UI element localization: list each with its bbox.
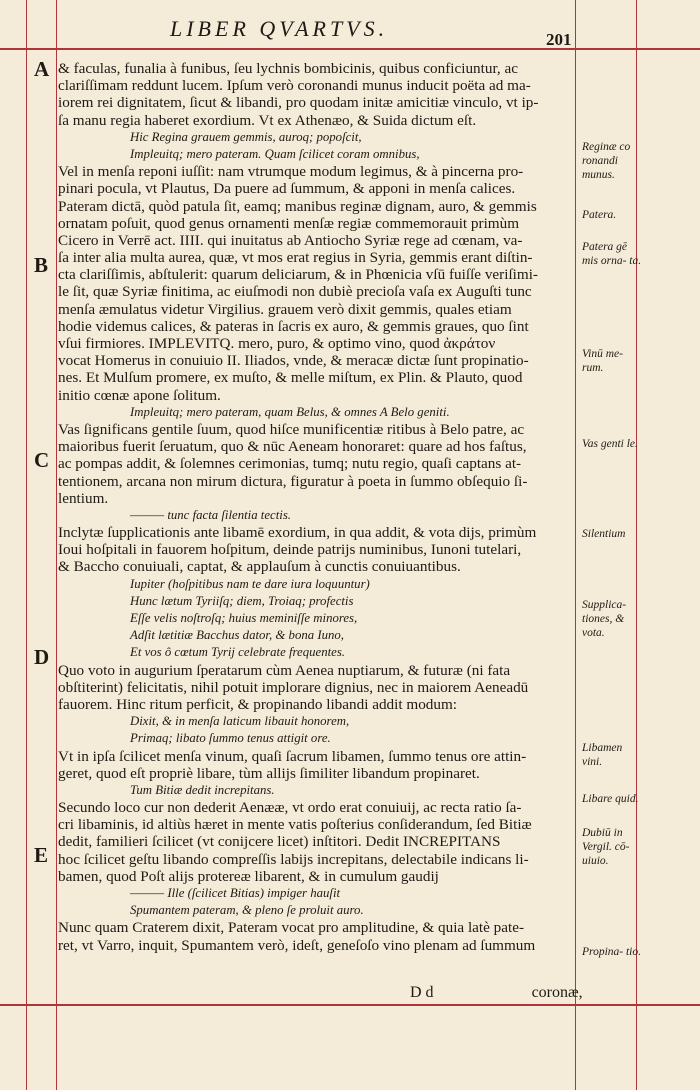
signature-mark: D d <box>410 984 434 1001</box>
margin-letter-b: B <box>34 253 49 277</box>
margin-letter-d: D <box>34 645 50 669</box>
text-line: fauorem. Hinc ritum perficit, & propinando libandi addit modum: <box>58 695 458 713</box>
text-line: initio cœnæ apone ſolitum. <box>58 386 221 404</box>
text-line: lentium. <box>58 489 109 507</box>
text-line: hodie videmus calices, & pateras in ſacris ex auro, & gemmis graues, quo ſint <box>58 317 529 335</box>
margin-note: Patera gē mis orna- ta. <box>582 241 642 267</box>
text-line: le ſit, quæ Syriæ finitima, ac eiuſmodi non dubiè precioſa vaſa ex Auguſti tunc <box>58 283 532 301</box>
verse-line: Spumantem pateram, & pleno ſe proluit auro. <box>130 903 364 918</box>
margin-rule-left <box>56 0 57 1090</box>
text-line: Vt in ipſa ſcilicet menſa vinum, quaſi ſacrum libamen, ſummo tenus ore attin- <box>58 747 527 765</box>
text-line: Pateram dictā, quòd patula ſit, eamq; manibus reginæ dignam, auro, & gemmis <box>58 197 537 215</box>
margin-letter-e: E <box>34 843 49 867</box>
text-line: Ioui hoſpitali in fauorem hoſpitum, deinde patrijs numinibus, Iunoni tutelari, <box>58 541 522 559</box>
margin-note: Libare quid. <box>582 793 639 805</box>
text-line: geret, quod eſt propriè libare, tùm allijs ſimiliter libandum propinaret. <box>58 764 480 782</box>
text-line: cri libaminis, id altiùs hæret in mente vatis poſterius conſiderandum, ſed Bitiæ <box>58 816 532 834</box>
text-line: Inclytæ ſupplicationis ante libamē exordium, in qua addit, & vota dijs, primùm <box>58 524 537 542</box>
bottom-rule <box>0 1004 700 1006</box>
text-line: bamen, quod Poſt alijs protereæ libarent, & in cumulum gaudij <box>58 867 439 885</box>
text-line: cta clariſſimis, abſtulerit: quarum deliciarum, & in Phœnicia vſū fuiſſe veriſimi- <box>58 266 538 284</box>
verse-line: Adſit lætitiæ Bacchus dator, & bona Iuno, <box>130 628 344 643</box>
text-line: vocat Homerus in conuiuio II. Iliados, vnde, & meracæ dictæ ſunt propinatio- <box>58 352 529 370</box>
text-line: ſa manu regia haberet exordium. Vt ex Athenæo, & Suida dictum eſt. <box>58 111 477 129</box>
margin-note: Libamen vini. <box>582 742 623 768</box>
verse-line: Dixit, & in menſa laticum libauit honorem, <box>130 714 350 729</box>
text-line: ornatam poſuit, quod genus ornamenti menſæ regiæ commemorauit primùm <box>58 214 520 232</box>
margin-letter-a: A <box>34 57 50 81</box>
verse-line: Hunc lætum Tyriiſq; diem, Troiaq; profectis <box>130 593 354 608</box>
verse-line: Eſſe velis noſtroſq; huius meminiſſe minores, <box>130 611 358 625</box>
text-line: & faculas, funalia à funibus, ſeu lychnis bombicinis, quibus conficiuntur, ac <box>58 60 518 77</box>
text-line: & Baccho conuiuali, captat, & applauſum à cunctis conuiuantibus. <box>58 558 461 576</box>
margin-note: Reginæ co ronandi munus. <box>582 141 631 181</box>
commentary-text <box>58 60 568 954</box>
text-line: clariſſimam reddunt lucem. Ipſum verò coronandi munus inducit poëta ad ma- <box>58 77 531 95</box>
verse-line: Primaq; libato ſummo tenus attigit ore. <box>130 731 331 746</box>
text-line: obſtiterint) felicitatis, nihil potuit implorare dignius, nec in maiorem Aeneadū <box>58 678 529 696</box>
text-line: nes. Et Mulſum promere, ex muſto, & melle miſtum, ex Plin. & Plauto, quod <box>58 369 523 387</box>
text-line: Secundo loco cur non dederit Aenææ, vt ordo erat conuiuij, ac recta ratio ſa- <box>58 799 522 817</box>
margin-note: Silentium <box>582 528 626 540</box>
text-line: pinari pocula, vt Plautus, Da puere ad ſummum, & apponi in menſa calices. <box>58 180 516 198</box>
text-line: maioribus fuerit ſeruatum, quo & nūc Aeneam honoraret: quare ad hos faſtus, <box>58 438 527 456</box>
top-rule <box>0 48 700 50</box>
page-number: 201 <box>546 30 572 49</box>
text-line: hoc ſcilicet geſtu libando compreſſis labijs increpitans, delectabile indicans li- <box>58 850 529 868</box>
text-line: menſa æmulatus videtur Virgilius. grauem verò dixit gemmis, quales etiam <box>58 300 512 318</box>
margin-note: Supplica- tiones, & vota. <box>582 599 627 639</box>
margin-note: Dubiū in Vergil. cō- uiuio. <box>582 827 630 867</box>
text-line: Quo voto in augurium ſperatarum cùm Aenea nuptiarum, & futuræ (ni fata <box>58 661 511 679</box>
margin-note: Vinū me- rum. <box>582 348 623 374</box>
running-title: LIBER QVARTVS. <box>170 16 389 41</box>
text-line: tentionem, arcana non mirum dictura, figuratur à poeta in ſummo obſequio ſi- <box>58 472 528 490</box>
verse-line: ——— Ille (ſcilicet Bitias) impiger hauſit <box>130 886 341 900</box>
verse-line: Iupiter (hoſpitibus nam te dare iura loquuntur) <box>130 576 370 591</box>
margin-rule-right <box>575 0 576 1090</box>
text-line: Vas ſignificans gentile ſuum, quod hiſce munificentiæ ritibus à Belo patre, ac <box>58 420 525 438</box>
margin-note: Patera. <box>582 209 617 221</box>
margin-letter-c: C <box>34 448 50 472</box>
text-line: Cicero in Verrē act. IIII. qui inuitatus ab Antiocho Syriæ rege ad cœnam, va- <box>58 231 523 249</box>
text-line: vſui firmiores. IMPLEVITQ. mero, puro, & optimo vino, quod ἀκράτον <box>58 335 496 352</box>
verse-line: Impleuitq; mero pateram, quam Belus, & omnes A Belo geniti. <box>130 404 450 419</box>
catchword: coronæ, <box>531 984 583 1001</box>
verse-line: Et vos ô cœtum Tyrij celebrate frequentes. <box>130 645 346 660</box>
verse-line: Impleuitq; mero pateram. Quam ſcilicet coram omnibus, <box>130 146 420 161</box>
text-line: ret, vt Varro, inquit, Spumantem verò, ideſt, geneſoſo vino plenam ad ſummum <box>58 936 536 954</box>
verse-line: ——— tunc facta ſilentia tectis. <box>130 507 292 522</box>
text-line: Nunc quam Craterem dixit, Pateram vocat pro amplitudine, & quia latè pate- <box>58 919 525 937</box>
text-line: dedit, familieri ſcilicet (vt conijcere licet) inſtitori. Dedit INCREPITANS <box>58 833 501 851</box>
margin-note: Propina- tio. <box>582 946 641 958</box>
margin-note: Vas genti le. <box>582 438 638 450</box>
text-line: ac pompas addit, & ſolemnes cerimonias, tumq; nutu regio, quaſi captans at- <box>58 455 522 473</box>
text-line: Vel in menſa reponi iuſſit: nam vtrumque modum legimus, & à pincerna pro- <box>58 163 524 181</box>
left-border-rule <box>26 0 27 1090</box>
verse-line: Hic Regina grauem gemmis, auroq; popoſcit, <box>130 129 362 144</box>
text-line: ſa inter alia multa aurea, quæ, vt mos erat regius in Syria, gemmis erant diſtin- <box>58 249 533 267</box>
footer-line <box>410 984 583 1002</box>
verse-line: Tum Bitiæ dedit increpitans. <box>130 782 275 797</box>
text-line: iorem rei dignitatem, ſicut & libandi, pro quodam initæ amicitiæ vinculo, vt ip- <box>58 94 539 112</box>
